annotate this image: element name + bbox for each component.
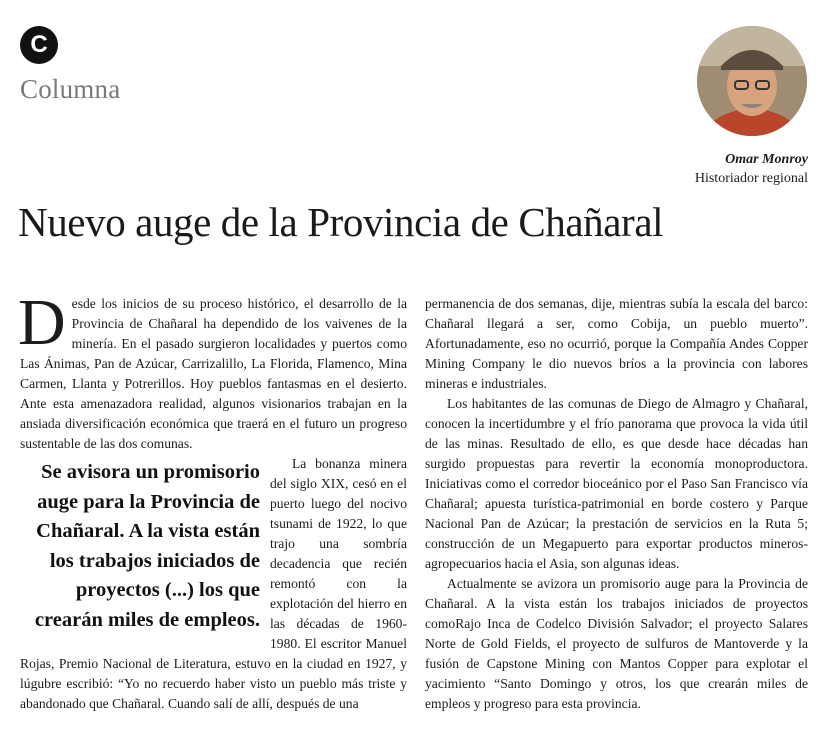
section-label: Columna <box>20 74 121 104</box>
headline: Nuevo auge de la Provincia de Chañaral <box>18 199 664 245</box>
pull-quote: Se avisora un promisorio auge para la Provincia de Chañaral. A la vista están los trabajos iniciados de proyectos (...) los que crearán miles de empleos. <box>34 461 260 631</box>
column-badge: C <box>20 26 58 64</box>
author-name: Omar Monroy <box>725 152 808 167</box>
paragraph: esde los inicios de su proceso histórico, el desarrollo de la Provincia de Chañaral ha dependido de los vaivenes de la minería. En el pasado surgieron localidades y puertos como Las Ánimas, Pan de Azúcar, Carrizalillo, La Florida, Flamenco, Mina Carmen, Llanta y Potrerillos. Hoy pueblos fantasmas en el desierto. Ante esta amenazadora realidad, algunos visionarios trabajan en la ansiada diversificación económica que traerá en el futuro un progreso sustentable de las dos comunas. <box>20 296 407 451</box>
drop-cap: D <box>18 286 66 359</box>
author-role: Historiador regional <box>694 171 808 186</box>
article-column-2 <box>425 294 808 714</box>
paragraph: Los habitantes de las comunas de Diego de Almagro y Chañaral, conocen la incertidumbre y el frío panorama que provoca la vida útil de las minas. Resultado de ello, es que desde hace décadas han surgido propuestas para revertir la economía monoproductora. Iniciativas como el corredor bioceánico por el Paso San Francisco vía Chañaral; apuesta turística-patrimonial en borde costero y Parque Nacional Pan de Azúcar; la prestación de servicios en la Ruta 5; construcción de un Megapuerto para exportar productos mineros-agropecuarios hacia el Asia, son algunas ideas. <box>425 396 808 571</box>
paragraph: permanencia de dos semanas, dije, mientras subía la escala del barco: Chañaral llegará a ser, como Cobija, un pueblo muerto”. Afortunadamente, eso no ocurrió, porque la Compañía Andes Copper Mining Company le dio nuevos bríos a la provincia con labores mineras e industriales. <box>425 296 808 391</box>
paragraph: La bonanza minera del siglo XIX, cesó en el puerto luego del nocivo tsunami de 1922, lo que trajo una sombría decadencia que recién remontó con la explotación del hierro en las décadas de 1960-1980. El escritor Manuel Rojas, Premio Nacional de Literatura, estuvo en la ciudad en 1927, y lúgubre escribió: “Yo no recuerdo haber visto un pueblo más triste y abandonado que Chañaral. Cuando salí de allí, después de una <box>20 456 407 711</box>
article-column-1 <box>18 286 407 714</box>
author-photo <box>697 26 807 136</box>
paragraph: Actualmente se avizora un promisorio auge para la Provincia de Chañaral. A la vista están los trabajos iniciados de proyectos comoRajo Inca de Codelco División Salvador; el proyecto Salares Norte de Gold Fields, el proyecto de sulfuros de Mantoverde y la fusión de Capstone Mining con Mantos Copper para explotar el yacimiento “Santo Domingo y otros, los que crearán miles de empleos y progreso para esta provincia. <box>425 576 808 711</box>
author-byline <box>695 150 808 188</box>
